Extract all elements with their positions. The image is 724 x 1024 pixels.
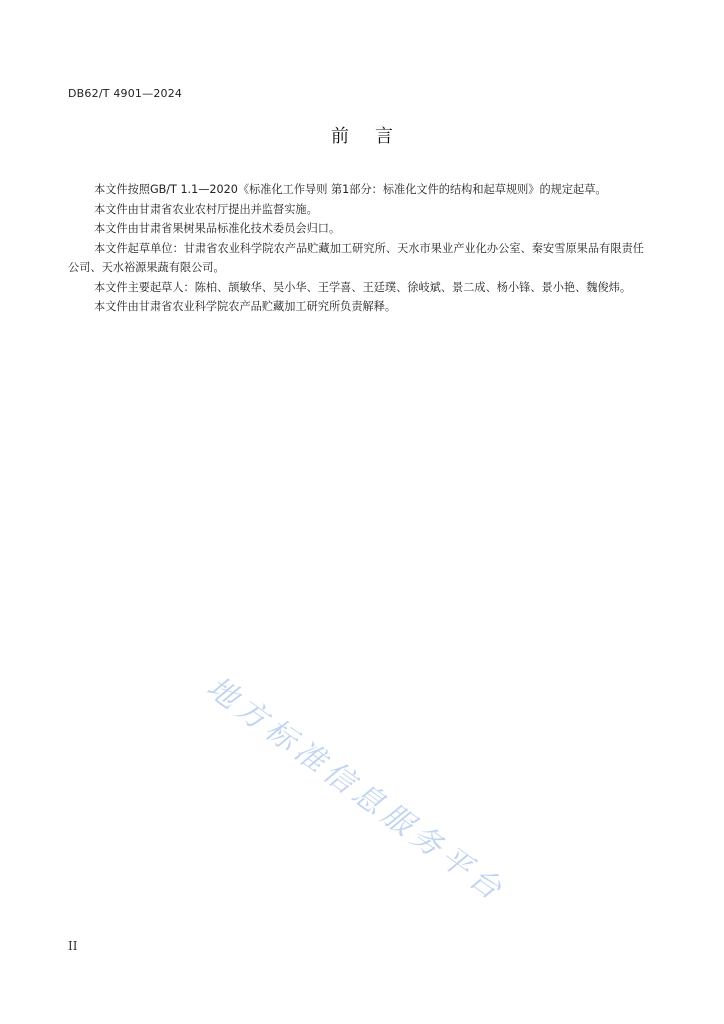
foreword-body: [68, 180, 644, 317]
paragraph-interpretation: 本文件由甘肃省农业科学院农产品贮藏加工研究所负责解释。: [94, 300, 397, 313]
document-code: DB62/T 4901—2024: [68, 87, 183, 100]
paragraph-drafters: 本文件主要起草人：陈柏、颉敏华、吴小华、王学喜、王廷璞、徐岐斌、景二成、杨小锋、景小艳、魏俊炜。: [94, 280, 632, 294]
paragraph-proposer: 本文件由甘肃省农业农村厅提出并监督实施。: [94, 202, 318, 216]
paragraph-committee: 本文件由甘肃省果树果品标准化技术委员会归口。: [94, 222, 341, 235]
paragraph-drafting-rules: 本文件按照GB/T 1.1—2020《标准化工作导则 第1部分：标准化文件的结构和起草规则》的规定起草。: [94, 183, 607, 196]
page-number: II: [68, 939, 78, 953]
watermark: 地方标准信息服务平台: [199, 669, 512, 910]
section-title: 前言: [331, 126, 419, 147]
paragraph-drafting-units: 本文件起草单位：甘肃省农业科学院农产品贮藏加工研究所、天水市果业产业化办公室、秦安雪原果品有限责任公司、天水裕源果蔬有限公司。: [68, 241, 644, 274]
